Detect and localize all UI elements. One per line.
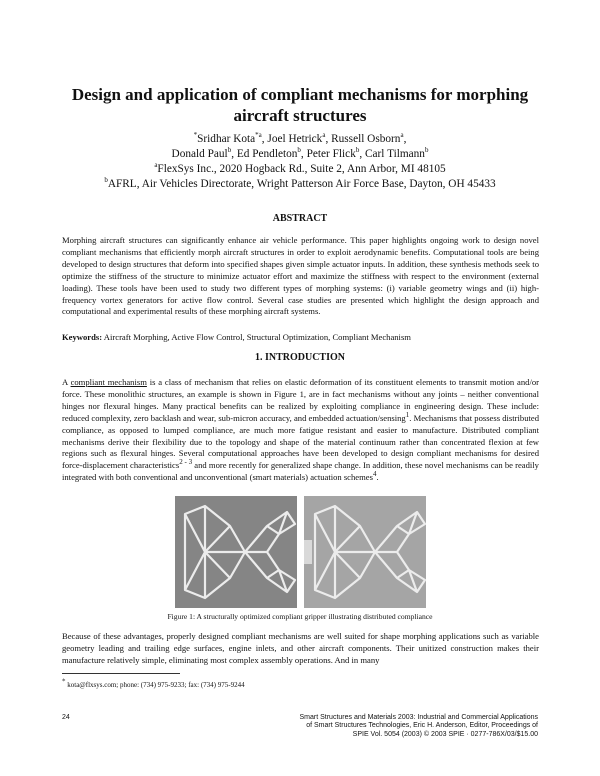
author-name: Donald Paul [171, 148, 228, 160]
footnote [62, 677, 245, 689]
publication-info [238, 714, 538, 739]
author-block [60, 132, 540, 192]
authors-line-2: Donald Paul$^b$, Ed Pendleton$^b$, Peter Flick$^b$, Carl Tilmann$^b$ [171, 146, 429, 160]
abstract-heading: ABSTRACT [272, 213, 328, 224]
keywords-text: Aircraft Morphing, Active Flow Control, Structural Optimization, Compliant Mechanism [103, 332, 411, 342]
affiliation-b [60, 177, 540, 192]
actuator-block [304, 540, 312, 564]
title-line-2: aircraft structures [233, 106, 367, 125]
paper-title [60, 84, 540, 126]
author-name: Peter Flick [306, 148, 356, 160]
author-name: Sridhar Kota [197, 133, 256, 145]
intro-text: . Mechanisms that possess distributed compliance, as opposed to lumped compliance, are much more fatigue resistant and easier to manufacture. Distributed compliant mechanisms derive their flexibility due to the topology and shape of the material continuum rather than concentrated flexion at few regions such as flexural hinges. Several computational approaches have been developed to design compliant mechanisms for desired force-displacement characteristics [62, 412, 539, 471]
affiliation-mark: a [154, 161, 158, 170]
affiliation-a-text: FlexSys Inc., 2020 Hogback Rd., Suite 2, Ann Arbor, MI 48105 [157, 163, 446, 175]
affiliation-b-text: AFRL, Air Vehicles Directorate, Wright Patterson Air Force Base, Dayton, OH 45433 [107, 178, 496, 190]
gripper-photos [175, 496, 426, 608]
author-name: Russell Osborn [331, 133, 401, 145]
author-name: Joel Hetrick [267, 133, 323, 145]
affiliation-mark: b [297, 146, 301, 155]
publication-line-1: Smart Structures and Materials 2003: Industrial and Commercial Applications [299, 714, 538, 721]
intro-text: is a class of mechanism that relies on elastic deformation of its constituent elements to transmit motion and/or force. These monolithic structures, an example is shown in Figure 1, are in fact mechanisms without any joints – neither conventional hinges nor flexural hinges. Many practical benefits can be realized by exploiting compliance in engineering design. These include: reduced complexity, zero backlash and wear, sub-micron accuracy, and embedded actuation/sensing [62, 377, 539, 423]
introduction-heading: 1. INTRODUCTION [254, 352, 345, 363]
intro-text: A [62, 377, 71, 387]
page-number: 24 [62, 714, 70, 721]
title-line-1: Design and application of compliant mechanisms for morphing [71, 85, 529, 104]
authors-line-1: *Sridhar Kota$^{*a}$, Joel Hetrick$^a$, Russell Osborn$^a$, [193, 131, 407, 145]
footnote-mark: * [62, 677, 66, 686]
affiliation-mark: b [424, 146, 429, 155]
intro-text: and more recently for generalized shape change. In addition, these novel mechanisms can be readily integrated with both conventional and unconventional (smart materials) actuation schemes [62, 460, 539, 483]
affiliation-mark: a [322, 131, 326, 140]
citation-ref: 1 [405, 410, 410, 419]
affiliation-mark: b [355, 146, 360, 155]
footnote-text: kota@flxsys.com; phone: (734) 975-9233; fax: (734) 975-9244 [65, 681, 245, 689]
intro-text: . [376, 472, 379, 483]
affiliation-mark: b [227, 146, 232, 155]
author-name: Ed Pendleton [236, 148, 298, 160]
figure-caption: Figure 1: A structurally optimized compliant gripper illustrating distributed compliance [167, 612, 433, 621]
affiliation-mark: *a [255, 131, 262, 140]
intro-paragraph-1 [62, 377, 539, 484]
compliant-mechanism-link[interactable]: compliant mechanism [70, 377, 147, 387]
affiliation-mark: a [400, 131, 404, 140]
keywords-label: Keywords: [62, 332, 103, 342]
publication-line-2: of Smart Structures Technologies, Eric H. Anderson, Editor, Proceedings of [306, 722, 538, 730]
abstract-text: Morphing aircraft structures can significantly enhance air vehicle performance. This paper highlights ongoing work to design novel compliant mechanisms that efficiently morph aircraft structures in order to exploit aerodynamic benefits. Computational tools are being developed to design structures that deform into specified shapes given simple actuator inputs. In addition, these synthesis methods seek to optimize the stiffness of the structure to minimize actuator effort and maximize the stiffness with respect to the environment (external loading). These tools have been used to study two different types of morphing systems: (i) variable geometry wings and (ii) high-frequency vortex generators for active flow control. Several case studies are presented which highlight the design approach and computational and experimental results of these morphing aircraft systems. [62, 235, 539, 317]
author-name: Carl Tilmann [365, 148, 425, 160]
citation-ref: 4 [372, 470, 377, 479]
keywords [62, 332, 539, 344]
affiliation-a [60, 162, 540, 177]
publication-line-3: SPIE Vol. 5054 (2003) © 2003 SPIE · 0277-786X/03/$15.00 [352, 730, 538, 738]
footnote-rule [62, 673, 180, 674]
citation-ref: 2 - 3 [179, 458, 193, 467]
intro-paragraph-2: Because of these advantages, properly designed compliant mechanisms are well suited for shape morphing applications such as variable geometry leading and trailing edge surfaces, engine inlets, and other aircraft components. Their unitized construction makes their manufacture relatively simple, eliminating most complex assembly operations. And in many [62, 631, 539, 665]
corresponding-mark: * [193, 131, 198, 140]
affiliation-mark: b [104, 176, 108, 185]
figure-1 [175, 496, 426, 608]
